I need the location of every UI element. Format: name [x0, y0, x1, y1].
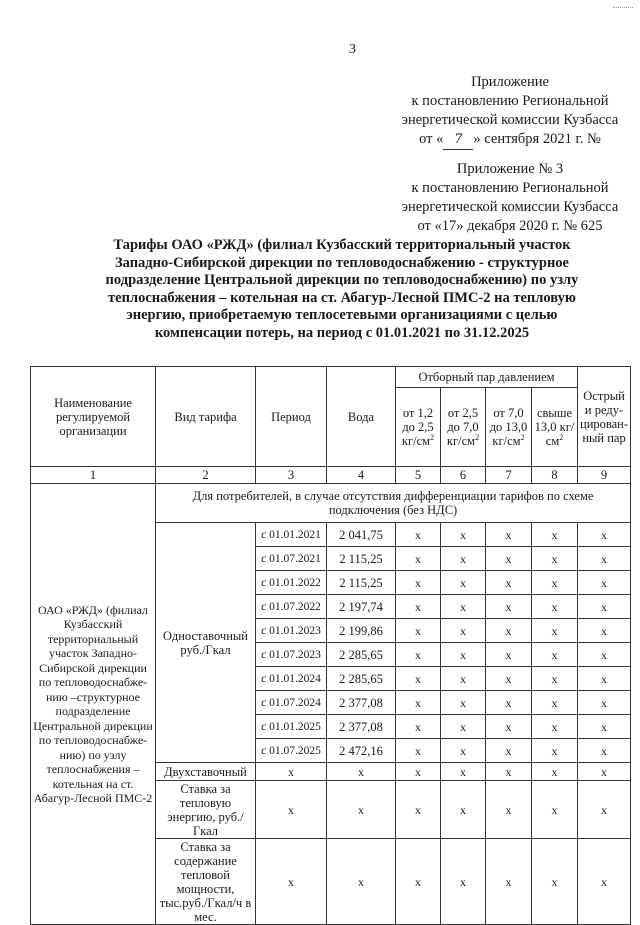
steam-4-cell: х [532, 763, 578, 781]
water-cell: 2 285,65 [327, 643, 396, 667]
period-cell: х [256, 763, 327, 781]
superscript: 2 [559, 432, 564, 442]
header-steam-3 [486, 388, 532, 467]
steam-1-cell: х [396, 571, 441, 595]
steam-1-cell: х [396, 523, 441, 547]
appendix-original-header [365, 160, 640, 236]
steam-2-cell: х [441, 571, 486, 595]
steam-1-cell: х [396, 715, 441, 739]
superscript: 2 [520, 432, 525, 442]
period-cell: с 01.07.2023 [256, 643, 327, 667]
appendix-current-date [365, 130, 640, 150]
live-steam-cell: х [578, 523, 631, 547]
header-steam-2-label: от 2,5 до 7,0 кг/см [446, 406, 479, 448]
steam-4-cell: х [532, 691, 578, 715]
steam-1-cell: х [396, 839, 441, 925]
header-org-name: Наименование регулируемой организации [31, 367, 156, 467]
steam-1-cell: х [396, 691, 441, 715]
appendix-current-line2: к постановлению Региональной [411, 93, 609, 109]
water-cell: 2 285,65 [327, 667, 396, 691]
steam-2-cell: х [441, 643, 486, 667]
live-steam-cell: х [578, 547, 631, 571]
note-text: Для потребителей, в случае отсутствия дифференциации тарифов по схеме подключения (без НДС) [156, 484, 631, 523]
single-rate-label: Одноставочный руб./Гкал [156, 523, 256, 763]
header-steam-4 [532, 388, 578, 467]
header-steam-3-label: от 7,0 до 13,0 кг/см [489, 406, 528, 448]
organization-name: ОАО «РЖД» (филиал Кузбасский территориальный участок Западно-Сибирской дирекции по тепловодоснабже-нию –структурное подразделение Центральной дирекции по тепловодоснабже-нию) по узлу теплоснабжения – котельная на ст. Абагур-Лесной ПМС-2 [31, 484, 156, 925]
steam-3-cell: х [486, 781, 532, 839]
steam-1-cell: х [396, 781, 441, 839]
date-suffix: » сентября 2021 г. № [473, 131, 601, 147]
steam-4-cell: х [532, 667, 578, 691]
period-cell: с 01.07.2021 [256, 547, 327, 571]
appendix-original-line3: энергетической комиссии Кузбасса [401, 199, 619, 215]
title-line: Тарифы ОАО «РЖД» (филиал Кузбасский территориальный участок [113, 237, 571, 253]
live-steam-cell: х [578, 619, 631, 643]
title-line: подразделение Центральной дирекции по тепловодоснабжению) по узлу [105, 272, 579, 288]
water-cell: 2 377,08 [327, 715, 396, 739]
steam-1-cell: х [396, 619, 441, 643]
energy-rate-label: Ставка за тепловую энергию, руб./Гкал [156, 781, 256, 839]
live-steam-cell: х [578, 781, 631, 839]
column-number: 7 [486, 467, 532, 484]
column-number: 5 [396, 467, 441, 484]
steam-3-cell: х [486, 763, 532, 781]
steam-4-cell: х [532, 643, 578, 667]
period-cell: с 01.07.2022 [256, 595, 327, 619]
steam-2-cell: х [441, 547, 486, 571]
steam-3-cell: х [486, 571, 532, 595]
appendix-original-line4: от «17» декабря 2020 г. № 625 [417, 218, 603, 234]
live-steam-cell: х [578, 715, 631, 739]
steam-1-cell: х [396, 595, 441, 619]
live-steam-cell: х [578, 739, 631, 763]
live-steam-cell: х [578, 763, 631, 781]
steam-4-cell: х [532, 739, 578, 763]
water-cell: 2 041,75 [327, 523, 396, 547]
water-cell: 2 199,86 [327, 619, 396, 643]
title-line: теплоснабжения – котельная на ст. Абагур-Лесной ПМС-2 на тепловую [108, 289, 576, 306]
water-cell: 2 472,16 [327, 739, 396, 763]
steam-2-cell: х [441, 763, 486, 781]
period-cell: с 01.01.2023 [256, 619, 327, 643]
page-number: 3 [349, 42, 356, 57]
period-cell: с 01.07.2025 [256, 739, 327, 763]
scan-corner-mark [613, 7, 633, 10]
water-cell: 2 115,25 [327, 547, 396, 571]
steam-3-cell: х [486, 667, 532, 691]
column-number: 3 [256, 467, 327, 484]
steam-3-cell: х [486, 715, 532, 739]
steam-2-cell: х [441, 619, 486, 643]
column-number: 2 [156, 467, 256, 484]
steam-2-cell: х [441, 715, 486, 739]
tariff-table [30, 366, 631, 925]
steam-2-cell: х [441, 839, 486, 925]
steam-4-cell: х [532, 619, 578, 643]
title-line: компенсации потерь, на период с 01.01.2021 по 31.12.2025 [154, 324, 530, 341]
steam-2-cell: х [441, 595, 486, 619]
water-cell: 2 377,08 [327, 691, 396, 715]
appendix-original-line2: к постановлению Региональной [411, 180, 609, 196]
two-rate-label: Двухставочный [156, 763, 256, 781]
header-period: Период [256, 367, 327, 467]
water-cell: х [327, 763, 396, 781]
header-steam-2 [441, 388, 486, 467]
period-cell: с 01.01.2024 [256, 667, 327, 691]
header-water: Вода [327, 367, 396, 467]
live-steam-cell: х [578, 595, 631, 619]
steam-3-cell: х [486, 839, 532, 925]
appendix-current-header [365, 73, 640, 150]
header-tariff-type: Вид тарифа [156, 367, 256, 467]
steam-3-cell: х [486, 523, 532, 547]
period-cell: х [256, 781, 327, 839]
water-cell: 2 197,74 [327, 595, 396, 619]
appendix-current-line3: энергетической комиссии Кузбасса [401, 112, 619, 128]
header-steam-4-label: свыше 13,0 кг/см [534, 406, 575, 448]
date-prefix: от « [419, 131, 444, 147]
steam-4-cell: х [532, 715, 578, 739]
column-number: 9 [578, 467, 631, 484]
handwritten-day: 7 [443, 130, 473, 150]
steam-1-cell: х [396, 739, 441, 763]
live-steam-cell: х [578, 839, 631, 925]
steam-4-cell: х [532, 571, 578, 595]
steam-2-cell: х [441, 523, 486, 547]
steam-3-cell: х [486, 643, 532, 667]
steam-3-cell: х [486, 619, 532, 643]
steam-3-cell: х [486, 691, 532, 715]
column-number: 6 [441, 467, 486, 484]
title-line: энергию, приобретаемую теплосетевыми организациями с целью [126, 307, 558, 323]
live-steam-cell: х [578, 691, 631, 715]
column-number-row [31, 467, 631, 484]
steam-2-cell: х [441, 667, 486, 691]
steam-3-cell: х [486, 595, 532, 619]
header-steam-group: Отборный пар давлением [396, 367, 578, 388]
header-live-steam: Острый и реду-цирован-ный пар [578, 367, 631, 467]
period-cell: с 01.01.2022 [256, 571, 327, 595]
steam-1-cell: х [396, 763, 441, 781]
period-cell: х [256, 839, 327, 925]
steam-2-cell: х [441, 739, 486, 763]
capacity-rate-label: Ставка за содержание тепловой мощности, тыс.руб./Гкал/ч в мес. [156, 839, 256, 925]
column-number: 1 [31, 467, 156, 484]
steam-1-cell: х [396, 547, 441, 571]
steam-1-cell: х [396, 643, 441, 667]
appendix-original-line1: Приложение № 3 [456, 161, 564, 177]
column-number: 4 [327, 467, 396, 484]
steam-3-cell: х [486, 739, 532, 763]
header-steam-1 [396, 388, 441, 467]
superscript: 2 [475, 432, 480, 442]
period-cell: с 01.01.2025 [256, 715, 327, 739]
steam-1-cell: х [396, 667, 441, 691]
steam-4-cell: х [532, 781, 578, 839]
live-steam-cell: х [578, 643, 631, 667]
column-number: 8 [532, 467, 578, 484]
superscript: 2 [430, 432, 435, 442]
steam-4-cell: х [532, 523, 578, 547]
document-title [82, 237, 602, 342]
water-cell: х [327, 781, 396, 839]
steam-4-cell: х [532, 595, 578, 619]
appendix-current-line1: Приложение [471, 74, 549, 90]
period-cell: с 01.07.2024 [256, 691, 327, 715]
period-cell: с 01.01.2021 [256, 523, 327, 547]
steam-4-cell: х [532, 839, 578, 925]
header-row-main [31, 367, 631, 388]
water-cell: х [327, 839, 396, 925]
steam-3-cell: х [486, 547, 532, 571]
steam-2-cell: х [441, 691, 486, 715]
header-steam-1-label: от 1,2 до 2,5 кг/см [401, 406, 434, 448]
live-steam-cell: х [578, 571, 631, 595]
water-cell: 2 115,25 [327, 571, 396, 595]
live-steam-cell: х [578, 667, 631, 691]
steam-4-cell: х [532, 547, 578, 571]
title-line: Западно-Сибирской дирекции по тепловодоснабжению - структурное [114, 254, 569, 271]
steam-2-cell: х [441, 781, 486, 839]
note-row [31, 484, 631, 523]
